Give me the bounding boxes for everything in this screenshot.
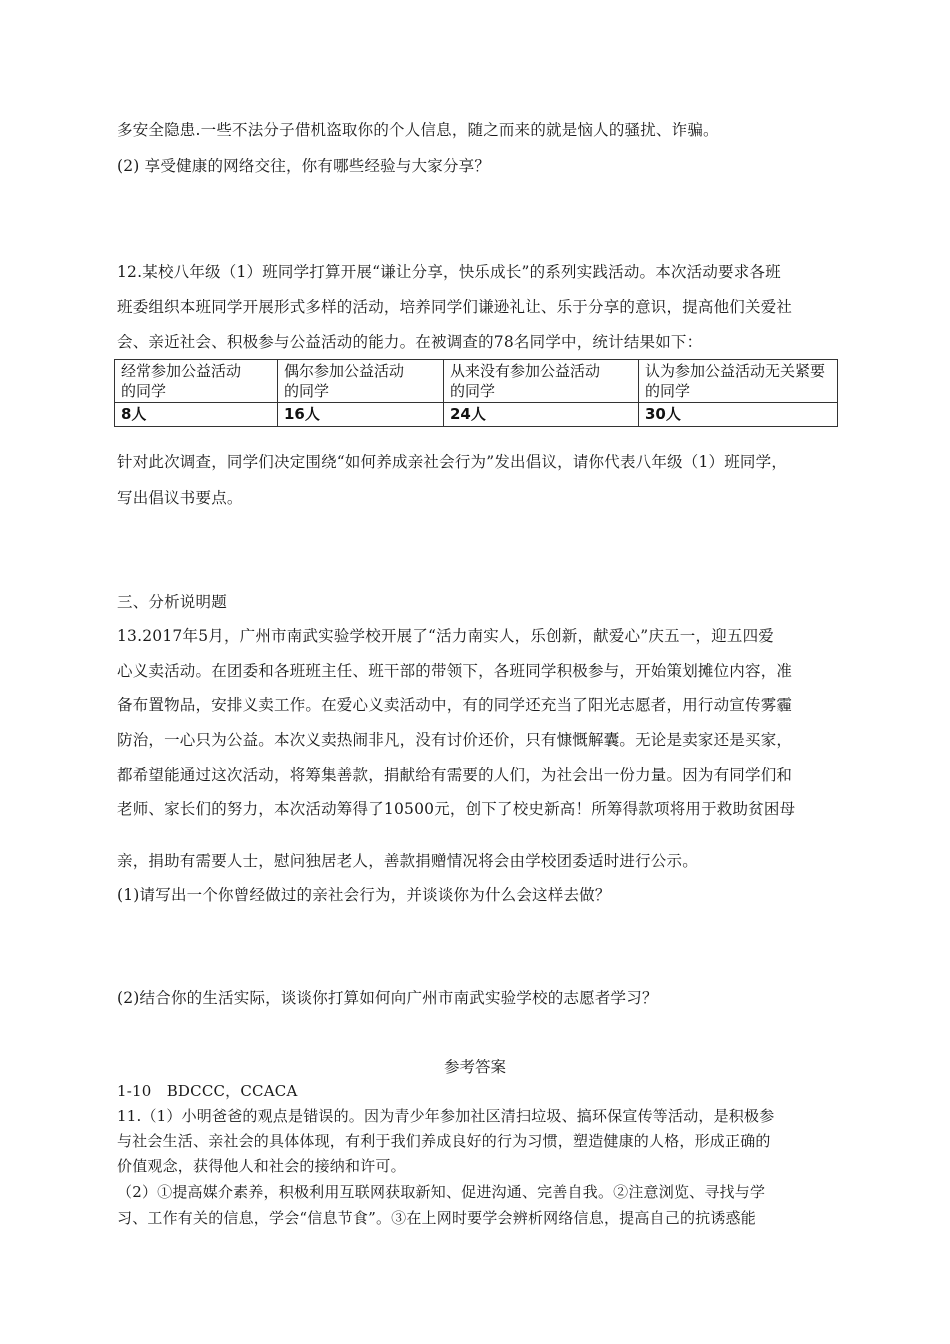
q13-text-line-4: 防治，一心只为公益。本次义卖热闹非凡，没有讨价还价，只有慷慨解囊。无论是卖家还是买家， — [117, 731, 793, 749]
answers-multiple-choice: 1-10 BDCCC，CCACA — [117, 1082, 298, 1100]
q13-text-line-7: 亲，捐助有需要人士，慰问独居老人，善款捐赠情况将会由学校团委适时进行公示。 — [117, 852, 698, 870]
survey-table-values-row — [115, 403, 838, 427]
section-3-title: 三、分析说明题 — [117, 593, 227, 611]
survey-value-cell: 24人 — [444, 403, 639, 427]
q13-sub1-prompt: (1)请写出一个你曾经做过的亲社会行为，并谈谈你为什么会这样去做？ — [117, 886, 611, 904]
answers-title: 参考答案 — [443, 1058, 506, 1076]
answer-11-2-line-1: （2）①提高媒介素养，积极利用互联网获取新知、促进沟通、完善自我。②注意浏览、寻找与学 — [117, 1183, 766, 1201]
survey-header-text: 的同学 — [450, 382, 496, 400]
survey-header-text: 经常参加公益活动 — [121, 362, 242, 380]
survey-header-text: 认为参加公益活动无关紧要 — [645, 362, 826, 380]
q12-after-line-1: 针对此次调查，同学们决定围绕“如何养成亲社会行为”发出倡议，请你代表八年级（1）班同学， — [117, 453, 788, 471]
survey-header-text: 的同学 — [121, 382, 167, 400]
answer-11-1-line-3: 价值观念，获得他人和社会的接纳和许可。 — [117, 1157, 406, 1175]
answer-11-1-line-1: 11.（1）小明爸爸的观点是错误的。因为青少年参加社区清扫垃圾、搞环保宣传等活动，是积极参 — [117, 1107, 775, 1125]
q13-text-line-3: 备布置物品，安排义卖工作。在爱心义卖活动中，有的同学还充当了阳光志愿者，用行动宣传雾霾 — [117, 696, 793, 714]
q11-text-line-1: 多安全隐患.一些不法分子借机盗取你的个人信息，随之而来的就是恼人的骚扰、诈骗。 — [117, 121, 719, 139]
q11-sub2-prompt: (2) 享受健康的网络交往，你有哪些经验与大家分享？ — [117, 157, 491, 175]
survey-value-cell: 16人 — [278, 403, 444, 427]
survey-header-text: 的同学 — [645, 382, 691, 400]
q13-text-line-5: 都希望能通过这次活动，将筹集善款，捐献给有需要的人们，为社会出一份力量。因为有同学们和 — [117, 766, 793, 784]
q12-text-line-3: 会、亲近社会、积极参与公益活动的能力。在被调查的78名同学中，统计结果如下： — [117, 333, 703, 351]
survey-table — [114, 359, 838, 427]
survey-header-text: 从来没有参加公益活动 — [450, 362, 601, 380]
q12-after-line-2: 写出倡议书要点。 — [117, 489, 243, 507]
survey-header-text: 的同学 — [284, 382, 330, 400]
q13-text-line-2: 心义卖活动。在团委和各班班主任、班干部的带领下，各班同学积极参与，开始策划摊位内容，准 — [117, 662, 793, 680]
answer-11-1-line-2: 与社会生活、亲社会的具体体现，有利于我们养成良好的行为习惯，塑造健康的人格，形成正确的 — [117, 1132, 771, 1150]
q13-text-line-6: 老师、家长们的努力，本次活动筹得了10500元，创下了校史新高！所筹得款项将用于救助贫困母 — [117, 800, 796, 818]
survey-header-cell — [639, 360, 838, 403]
survey-table-header-row — [115, 360, 838, 403]
answer-11-2-line-2: 习、工作有关的信息，学会“信息节食”。③在上网时要学会辨析网络信息，提高自己的抗诱惑能 — [117, 1209, 756, 1227]
survey-header-cell — [115, 360, 278, 403]
survey-value-cell: 8人 — [115, 403, 278, 427]
q12-text-line-1: 12.某校八年级（1）班同学打算开展“谦让分享，快乐成长”的系列实践活动。本次活动要求各班 — [117, 263, 781, 281]
survey-header-cell — [444, 360, 639, 403]
q13-sub2-prompt: (2)结合你的生活实际，谈谈你打算如何向广州市南武实验学校的志愿者学习？ — [117, 989, 658, 1007]
survey-header-cell — [278, 360, 444, 403]
survey-header-text: 偶尔参加公益活动 — [284, 362, 405, 380]
q13-text-line-1: 13.2017年5月，广州市南武实验学校开展了“活力南实人，乐创新，献爱心”庆五一，迎五四爱 — [117, 627, 775, 645]
survey-value-cell: 30人 — [639, 403, 838, 427]
q12-text-line-2: 班委组织本班同学开展形式多样的活动，培养同学们谦逊礼让、乐于分享的意识，提高他们关爱社 — [117, 298, 793, 316]
